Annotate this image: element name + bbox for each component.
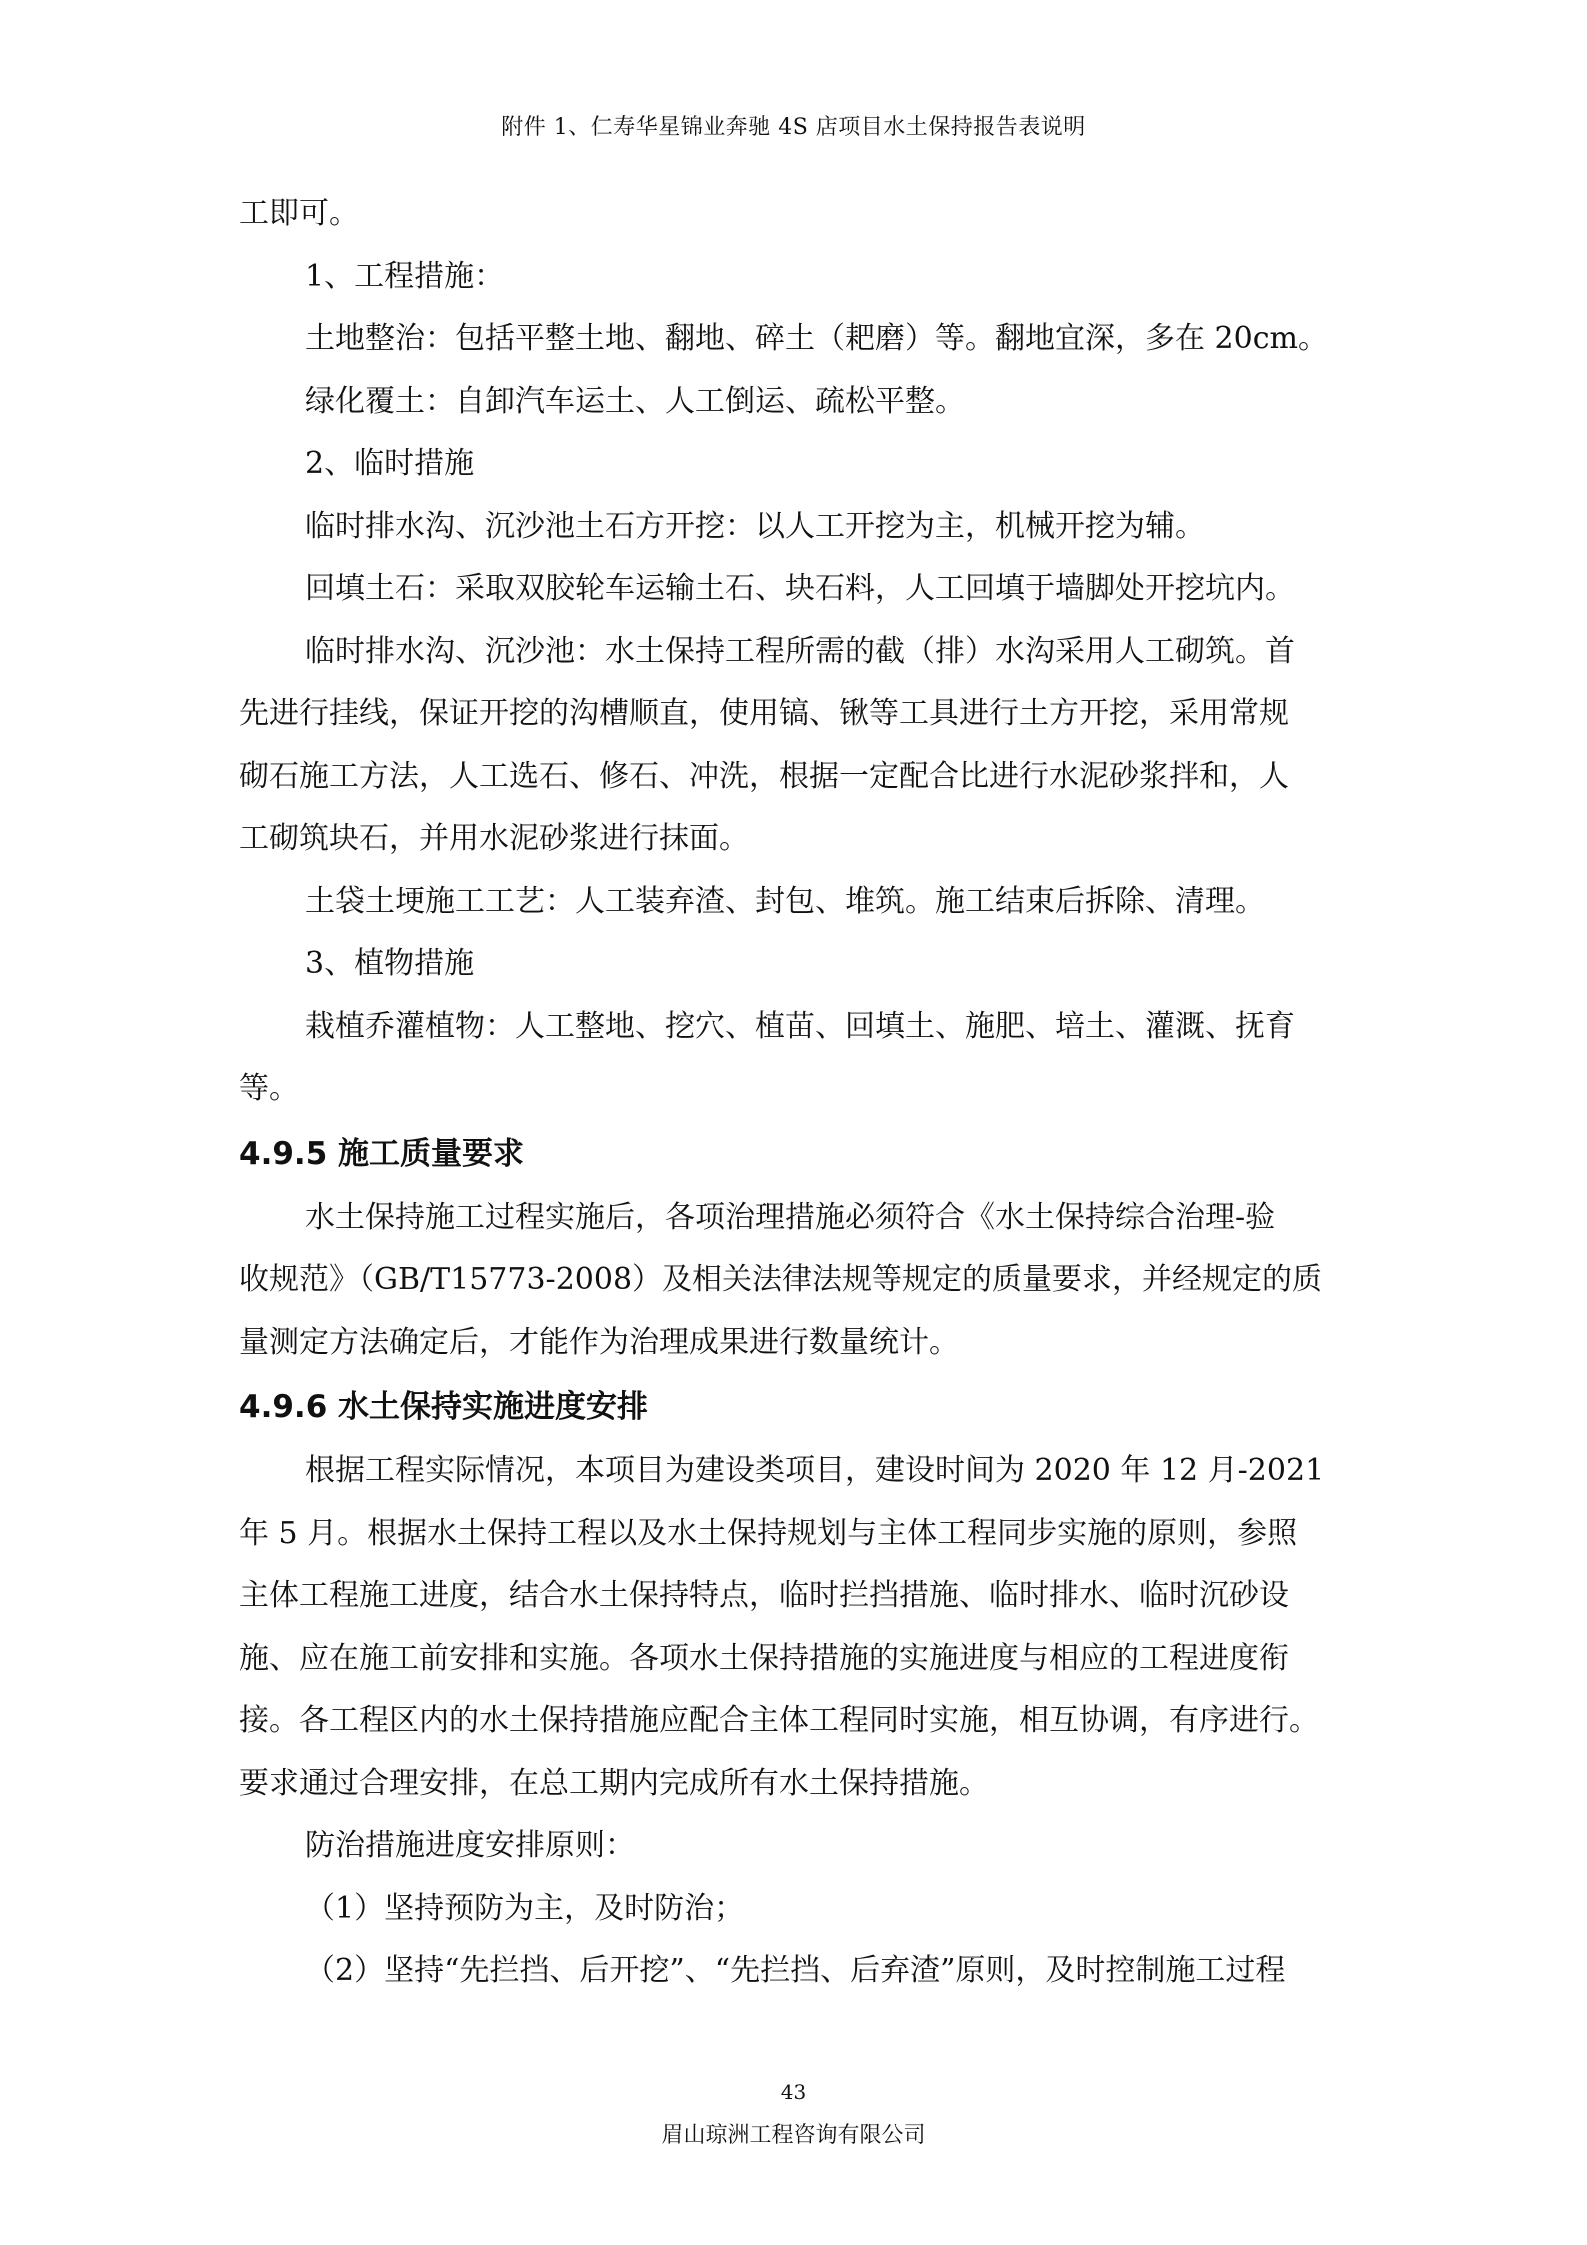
section-heading-495: 4.9.5 施工质量要求	[239, 1135, 525, 1172]
body-line: 绿化覆土：自卸汽车运土、人工倒运、疏松平整。	[305, 383, 965, 419]
list-item: （2）坚持“先拦挡、后开挖”、“先拦挡、后弃渣”原则，及时控制施工过程	[305, 1953, 1286, 1988]
list-item: （1）坚持预防为主，及时防治；	[305, 1890, 745, 1926]
subsection-title: 1、工程措施：	[305, 258, 505, 294]
body-line: 回填土石：采取双胶轮车运输土石、块石料，人工回填于墙脚处开挖坑内。	[305, 571, 1295, 606]
body-line: 主体工程施工进度，结合水土保持特点，临时拦挡措施、临时排水、临时沉砂设	[239, 1578, 1289, 1613]
page-footer: 眉山琼洲工程咨询有限公司	[661, 2123, 926, 2148]
body-line: 水土保持施工过程实施后，各项治理措施必须符合《水土保持综合治理-验	[305, 1199, 1276, 1235]
section-heading-496: 4.9.6 水土保持实施进度安排	[239, 1389, 649, 1425]
body-line: 要求通过合理安排，在总工期内完成所有水土保持措施。	[239, 1765, 989, 1801]
body-line: 年 5 月。根据水土保持工程以及水土保持规划与主体工程同步实施的原则，参照	[239, 1515, 1298, 1551]
body-line: 根据工程实际情况，本项目为建设类项目，建设时间为 2020 年 12 月-2021	[305, 1453, 1325, 1488]
page-number: 43	[780, 2080, 807, 2104]
subsection-title: 3、植物措施	[305, 946, 475, 981]
body-line: 工砌筑块石，并用水泥砂浆进行抹面。	[239, 821, 749, 856]
page-content	[239, 183, 1348, 2003]
body-line: 栽植乔灌植物：人工整地、挖穴、植苗、回填土、施肥、培土、灌溉、抚育	[305, 1008, 1295, 1044]
body-line: 接。各工程区内的水土保持措施应配合主体工程同时实施，相互协调，有序进行。	[239, 1703, 1319, 1738]
body-line: 防治措施进度安排原则：	[305, 1828, 635, 1863]
body-line: 量测定方法确定后，才能作为治理成果进行数量统计。	[239, 1324, 959, 1360]
body-line: 砌石施工方法，人工选石、修石、冲洗，根据一定配合比进行水泥砂浆拌和，人	[239, 758, 1289, 794]
body-line: 等。	[239, 1071, 299, 1106]
body-line: 施、应在施工前安排和实施。各项水土保持措施的实施进度与相应的工程进度衔	[239, 1640, 1289, 1676]
body-line: 临时排水沟、沉沙池土石方开挖：以人工开挖为主，机械开挖为辅。	[305, 508, 1205, 544]
subsection-title: 2、临时措施	[305, 446, 475, 481]
body-line: 先进行挂线，保证开挖的沟槽顺直，使用镐、锹等工具进行土方开挖，采用常规	[239, 696, 1289, 731]
body-line: 工即可。	[239, 196, 359, 231]
body-line: 土地整治：包括平整土地、翻地、碎土（耙磨）等。翻地宜深，多在 20cm。	[305, 321, 1328, 356]
body-line: 临时排水沟、沉沙池：水土保持工程所需的截（排）水沟采用人工砌筑。首	[305, 633, 1295, 669]
body-line: 土袋土埂施工工艺：人工装弃渣、封包、堆筑。施工结束后拆除、清理。	[305, 883, 1265, 919]
page-header: 附件 1、仁寿华星锦业奔驰 4S 店项目水土保持报告表说明	[501, 115, 1086, 140]
body-line: 收规范》（GB/T15773-2008）及相关法律法规等规定的质量要求，并经规定的质	[239, 1262, 1323, 1297]
